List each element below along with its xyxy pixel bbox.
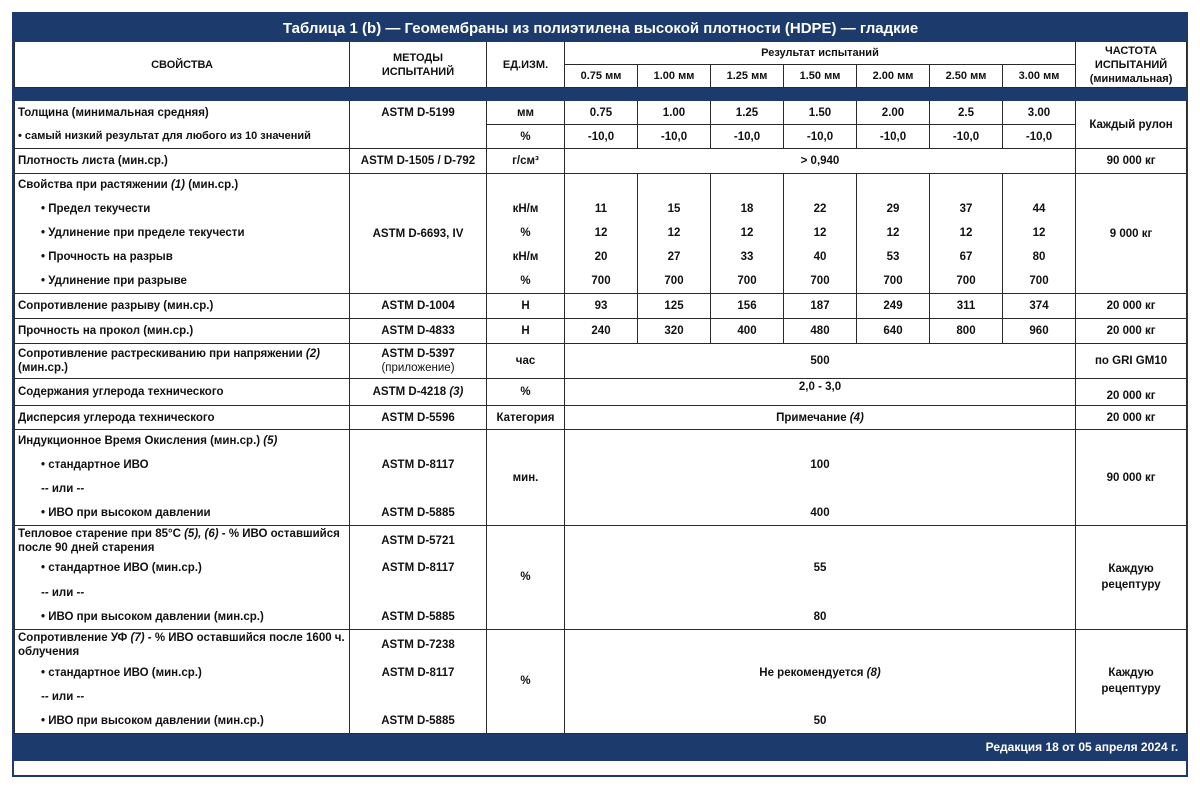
carbon-content-method: ASTM D-4218 (372, 386, 450, 398)
value-cell: 20 (565, 245, 638, 269)
uv-label-a: Сопротивление УФ (18, 631, 131, 644)
value-cell: 12 (930, 221, 1003, 245)
oven-aging-freq-a: Каждую (1108, 563, 1154, 576)
freq-tear: 20 000 кг (1076, 294, 1187, 319)
tensile-label-a: Свойства при растяжении (18, 179, 171, 191)
value-cell: 37 (930, 196, 1003, 221)
method-carbon-dispersion: ASTM D-5596 (350, 406, 487, 430)
oven-aging-std-value: 55 (565, 556, 1076, 581)
freq-puncture: 20 000 кг (1076, 319, 1187, 344)
value-cell: 33 (711, 245, 784, 269)
method-tear: ASTM D-1004 (350, 294, 487, 319)
oven-aging-std-label: • стандартное ИВО (мин.ср.) (15, 556, 350, 581)
prop-tear: Сопротивление разрыву (мин.ср.) (15, 294, 350, 319)
uv-or: -- или -- (15, 685, 350, 709)
oit-std-label: • стандартное ИВО (15, 452, 350, 477)
value-cell: 640 (857, 319, 930, 344)
unit-thickness: мм (487, 101, 565, 125)
freq-line-1: ЧАСТОТА (1105, 44, 1158, 57)
value-cell: 93 (565, 294, 638, 319)
prop-thickness: Толщина (минимальная средняя) (15, 101, 350, 125)
freq-oit: 90 000 кг (1076, 430, 1187, 526)
value-cell: -10,0 (857, 125, 930, 149)
value-cell: 12 (565, 221, 638, 245)
prop-carbon-dispersion: Дисперсия углерода технического (15, 406, 350, 430)
method-empty (350, 125, 487, 149)
thickness-col-3: 1.50 мм (784, 65, 857, 88)
freq-carbon-content: 20 000 кг (1076, 379, 1187, 406)
header-row (15, 42, 1187, 65)
value-cell: 12 (1003, 221, 1076, 245)
stress-crack-method-b: (приложение) (381, 362, 455, 374)
value-cell: 1.25 (711, 101, 784, 125)
oit-hp-label: • ИВО при высоком давлении (15, 501, 350, 526)
table-title: Таблица 1 (b) — Геомембраны из полиэтилена высокой плотности (HDPE) — гладкие (15, 15, 1187, 42)
footer-row (15, 734, 1187, 761)
unit-thickness-min: % (487, 125, 565, 149)
table-row (15, 709, 1187, 734)
prop-thickness-min: • самый низкий результат для любого из 10 значений (15, 125, 350, 149)
value-cell: 311 (930, 294, 1003, 319)
value-cell: 44 (1003, 196, 1076, 221)
uv-method-top: ASTM D-7238 (350, 629, 487, 660)
freq-line-2: ИСПЫТАНИЙ (1094, 58, 1168, 71)
value-cell: -10,0 (565, 125, 638, 149)
uv-hp-method: ASTM D-5885 (350, 709, 487, 734)
uv-hp-label: • ИВО при высоком давлении (мин.ср.) (15, 709, 350, 734)
value-cell: 700 (930, 269, 1003, 294)
oven-aging-label-a: Тепловое старение при 85°C (18, 527, 185, 540)
tensile-item-label: • Удлинение при пределе текучести (15, 221, 350, 245)
thickness-col-1: 1.00 мм (638, 65, 711, 88)
oit-std-method: ASTM D-8117 (350, 452, 487, 477)
value-cell: 320 (638, 319, 711, 344)
col-methods (350, 42, 487, 88)
value-cell: 374 (1003, 294, 1076, 319)
method-puncture: ASTM D-4833 (350, 319, 487, 344)
table-row (15, 344, 1187, 379)
table-row (15, 605, 1187, 630)
tensile-note: (1) (170, 179, 185, 191)
tensile-item-label: • Прочность на разрыв (15, 245, 350, 269)
freq-line-3: (минимальная) (1089, 72, 1173, 85)
table-row (15, 174, 1187, 197)
value-cell: 67 (930, 245, 1003, 269)
uv-note: (7) (130, 631, 145, 644)
unit-oit: мин. (487, 430, 565, 526)
value-cell: 18 (711, 196, 784, 221)
value-cell: 700 (784, 269, 857, 294)
prop-stress-crack (15, 344, 350, 379)
table-row (15, 379, 1187, 406)
unit-density: г/см³ (487, 149, 565, 174)
freq-stress-crack: по GRI GM10 (1076, 344, 1187, 379)
value-cell: 12 (784, 221, 857, 245)
value-cell: 400 (711, 319, 784, 344)
oven-aging-hp-method: ASTM D-5885 (350, 605, 487, 630)
table-row (15, 125, 1187, 149)
value-cell: -10,0 (1003, 125, 1076, 149)
oven-aging-label-b: - % ИВО оставшийся после 90 дней старения (18, 527, 340, 554)
uv-std-value-text: Не рекомендуется (759, 666, 867, 679)
prop-oit (15, 430, 350, 453)
method-stress-crack (350, 344, 487, 379)
oven-aging-note: (5), (6) (184, 527, 219, 540)
oit-hp-value: 400 (565, 501, 1076, 526)
uv-label-b: - % ИВО оставшийся после 1600 ч. облучения (18, 631, 345, 658)
prop-puncture: Прочность на прокол (мин.ср.) (15, 319, 350, 344)
value-cell: 29 (857, 196, 930, 221)
table-row (15, 501, 1187, 526)
value-cell: 240 (565, 319, 638, 344)
stress-crack-method-a: ASTM D-5397 (381, 348, 455, 360)
oit-hp-method: ASTM D-5885 (350, 501, 487, 526)
value-cell: 700 (1003, 269, 1076, 294)
uv-std-value (565, 660, 1076, 685)
freq-thickness: Каждый рулон (1076, 101, 1187, 149)
table-row (15, 294, 1187, 319)
unit-tear: Н (487, 294, 565, 319)
value-cell: -10,0 (638, 125, 711, 149)
tensile-item-label: • Удлинение при разрыве (15, 269, 350, 294)
oit-or: -- или -- (15, 477, 350, 501)
oven-aging-freq-b: рецептуру (1101, 579, 1161, 592)
value-cell: 22 (784, 196, 857, 221)
uv-std-value-note: (8) (866, 666, 881, 679)
value-cell: 40 (784, 245, 857, 269)
method-tensile: ASTM D-6693, IV (350, 174, 487, 294)
freq-density: 90 000 кг (1076, 149, 1187, 174)
table-row (15, 245, 1187, 269)
uv-freq-a: Каждую (1108, 667, 1154, 680)
methods-line-2: ИСПЫТАНИЙ (381, 65, 455, 78)
value-cell: 80 (1003, 245, 1076, 269)
value-cell: 1.50 (784, 101, 857, 125)
tensile-item-unit: кН/м (487, 196, 565, 221)
value-cell: 3.00 (1003, 101, 1076, 125)
table-row (15, 526, 1187, 556)
value-density: > 0,940 (565, 149, 1076, 174)
carbon-dispersion-note: (4) (849, 411, 864, 424)
tensile-item-label: • Предел текучести (15, 196, 350, 221)
thickness-col-5: 2.50 мм (930, 65, 1003, 88)
thickness-col-4: 2.00 мм (857, 65, 930, 88)
table-row (15, 581, 1187, 605)
value-cell: 800 (930, 319, 1003, 344)
value-cell: 700 (857, 269, 930, 294)
unit-oven-aging: % (487, 526, 565, 630)
col-properties: СВОЙСТВА (15, 42, 350, 88)
value-cell: 15 (638, 196, 711, 221)
stress-crack-label-a: Сопротивление растрескиванию при напряжении (18, 348, 306, 360)
col-results: Результат испытаний (565, 42, 1076, 65)
unit-stress-crack: час (487, 344, 565, 379)
value-cell: 700 (565, 269, 638, 294)
carbon-content-note: (3) (449, 386, 464, 398)
table-row (15, 556, 1187, 581)
value-cell: 2.00 (857, 101, 930, 125)
revision-note: Редакция 18 от 05 апреля 2024 г. (15, 734, 1187, 761)
stress-crack-label-b: (мин.ср.) (18, 362, 68, 374)
value-carbon-dispersion (565, 406, 1076, 430)
tensile-label-b: (мин.ср.) (185, 179, 239, 191)
unit-uv: % (487, 629, 565, 734)
table-row (15, 221, 1187, 245)
thickness-col-0: 0.75 мм (565, 65, 638, 88)
uv-hp-value: 50 (565, 709, 1076, 734)
value-cell: 12 (711, 221, 784, 245)
value-cell: 960 (1003, 319, 1076, 344)
tensile-item-unit: кН/м (487, 245, 565, 269)
col-frequency (1076, 42, 1187, 88)
value-cell: 125 (638, 294, 711, 319)
table-row (15, 101, 1187, 125)
unit-carbon-dispersion: Категория (487, 406, 565, 430)
thickness-col-2: 1.25 мм (711, 65, 784, 88)
prop-carbon-content: Содержания углерода технического (15, 379, 350, 406)
oit-label: Индукционное Время Окисления (мин.ср.) (18, 435, 264, 447)
unit-puncture: Н (487, 319, 565, 344)
freq-carbon-dispersion: 20 000 кг (1076, 406, 1187, 430)
col-unit: ЕД.ИЗМ. (487, 42, 565, 88)
table-row (15, 196, 1187, 221)
uv-std-label: • стандартное ИВО (мин.ср.) (15, 660, 350, 685)
uv-freq-b: рецептуру (1101, 683, 1161, 696)
unit-carbon-content: % (487, 379, 565, 406)
method-density: ASTM D-1505 / D-792 (350, 149, 487, 174)
uv-std-method: ASTM D-8117 (350, 660, 487, 685)
header-divider (15, 88, 1187, 101)
value-cell: 156 (711, 294, 784, 319)
table-row (15, 319, 1187, 344)
value-cell: 0.75 (565, 101, 638, 125)
value-cell: 249 (857, 294, 930, 319)
table-row (15, 430, 1187, 453)
oven-aging-method-top: ASTM D-5721 (350, 526, 487, 556)
freq-uv (1076, 629, 1187, 734)
prop-uv (15, 629, 350, 660)
value-cell: -10,0 (930, 125, 1003, 149)
tensile-item-unit: % (487, 221, 565, 245)
freq-oven-aging (1076, 526, 1187, 630)
table-row (15, 452, 1187, 477)
oven-aging-std-method: ASTM D-8117 (350, 556, 487, 581)
table-row (15, 269, 1187, 294)
value-stress-crack: 500 (565, 344, 1076, 379)
value-cell: 12 (857, 221, 930, 245)
oven-aging-hp-label: • ИВО при высоком давлении (мин.ср.) (15, 605, 350, 630)
value-cell: -10,0 (711, 125, 784, 149)
value-cell: 1.00 (638, 101, 711, 125)
value-carbon-content: 2,0 - 3,0 (565, 379, 1076, 406)
spec-table (14, 14, 1187, 761)
prop-oven-aging (15, 526, 350, 556)
prop-tensile (15, 174, 350, 197)
value-cell: 12 (638, 221, 711, 245)
value-cell: -10,0 (784, 125, 857, 149)
oit-std-value: 100 (565, 452, 1076, 477)
value-cell: 2.5 (930, 101, 1003, 125)
methods-line-1: МЕТОДЫ (393, 51, 443, 64)
oven-aging-hp-value: 80 (565, 605, 1076, 630)
value-cell: 480 (784, 319, 857, 344)
table-row (15, 629, 1187, 660)
table-row (15, 406, 1187, 430)
stress-crack-note: (2) (305, 348, 320, 360)
value-cell: 11 (565, 196, 638, 221)
oit-note: (5) (263, 435, 278, 447)
value-cell: 53 (857, 245, 930, 269)
value-cell: 700 (638, 269, 711, 294)
tensile-item-unit: % (487, 269, 565, 294)
table-row (15, 660, 1187, 685)
spec-sheet (12, 12, 1188, 777)
table-row (15, 685, 1187, 709)
value-cell: 700 (711, 269, 784, 294)
oven-aging-or: -- или -- (15, 581, 350, 605)
value-cell: 27 (638, 245, 711, 269)
table-row (15, 477, 1187, 501)
method-carbon-content (350, 379, 487, 406)
thickness-col-6: 3.00 мм (1003, 65, 1076, 88)
prop-density: Плотность листа (мин.ср.) (15, 149, 350, 174)
freq-tensile: 9 000 кг (1076, 174, 1187, 294)
carbon-dispersion-value: Примечание (776, 411, 850, 424)
title-row (15, 15, 1187, 42)
method-thickness: ASTM D-5199 (350, 101, 487, 125)
table-row (15, 149, 1187, 174)
value-cell: 187 (784, 294, 857, 319)
